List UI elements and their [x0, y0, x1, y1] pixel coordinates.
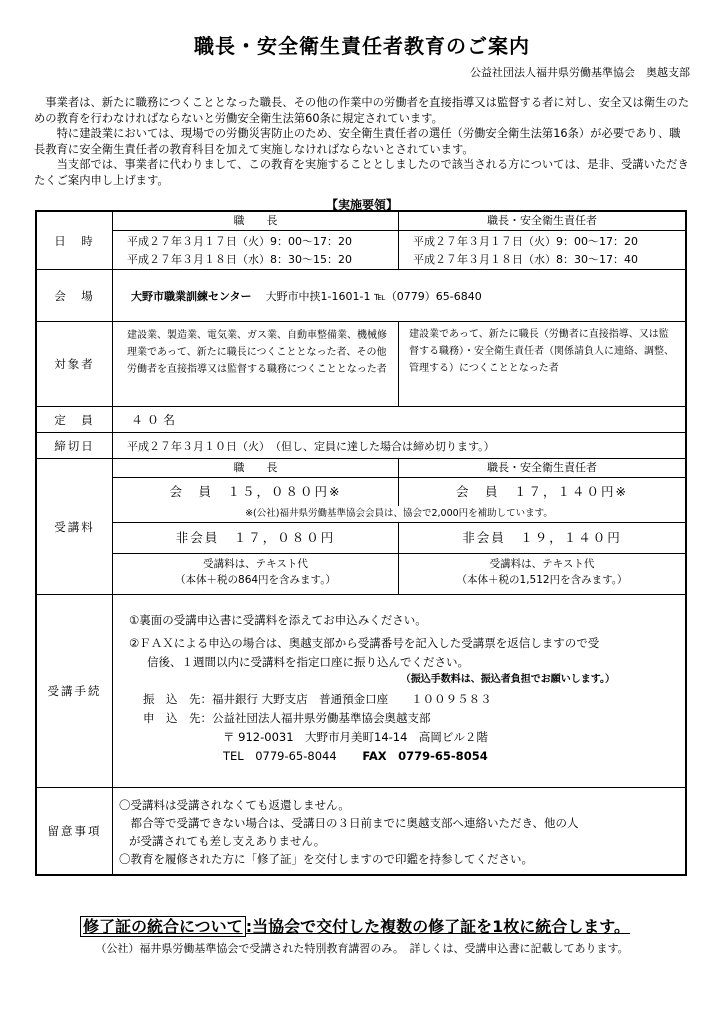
row-capacity [37, 407, 685, 433]
target-left: 建設業、製造業、電気業、ガス業、自動車整備業、機械修理業であって、新たに職長につくこととなった者、その他労働者を直接指導又は監督する職務につくこととなった者 [113, 322, 399, 406]
column-header-left: 職 長 [113, 212, 398, 231]
fee-subsidy-note: ※(公社)福井県労働基準協会会員は、協会で2,000円を補助しています。 [113, 506, 685, 523]
organization-name: 公益社団法人福井県労働基準協会 奥越支部 [470, 66, 690, 79]
fee-nonmember-left: 非会員 １７，０８０円 [113, 523, 398, 554]
certificate-notice-heading: 修了証の統合について [80, 916, 246, 937]
row-notes [37, 788, 685, 874]
deadline-value: 平成２７年３月１０日（火） （但し、定員に達した場合は締め切ります。） [127, 439, 495, 453]
bank-account: 振 込 先：福井銀行 大野支店 普通預金口座 １００９５８３ [143, 692, 492, 706]
column-header-left: 職 長 [113, 459, 399, 477]
row-label: 定 員 [37, 407, 113, 432]
certificate-notice-text: :当協会で交付した複数の修了証を1枚に統合します。 [245, 917, 630, 936]
intro-paragraph: 特に建設業においては、現場での労働災害防止のため、安全衛生責任者の選任（労働安全衛生法第16条）が必要であり、職長教育に安全衛生責任者の教育科目を加えて実施しなければならないとされています。 [34, 127, 681, 156]
postal-address: 〒 912-0031 大野市月美町14-14 高岡ビル２階 [223, 730, 488, 744]
date-left-1: 平成２７年３月１７日（火）9：00～17：20 [127, 235, 352, 248]
row-label: 日 時 [37, 212, 113, 269]
fee-member-right: 会 員 １７，１４０円※ [456, 484, 628, 499]
row-procedure [37, 595, 685, 788]
fee-member-left: 会 員 １５，０８０円※ [113, 478, 399, 506]
row-target [37, 322, 685, 407]
date-right-2: 平成２７年３月１８日（水）8：30～17：40 [413, 253, 638, 266]
row-fee [37, 459, 685, 595]
column-header-right: 職長・安全衛生責任者 [399, 212, 685, 231]
row-deadline [37, 433, 685, 459]
fee-text-note: （本体＋税の864円を含みます。） [175, 574, 336, 586]
date-right-1: 平成２７年３月１７日（火）9：00～17：20 [413, 235, 638, 248]
details-table [35, 210, 687, 876]
certificate-notice [80, 914, 630, 937]
capacity-value: ４０名 [131, 413, 180, 427]
row-label: 受講手続 [37, 595, 113, 787]
procedure-step-1: ①裏面の受講申込書に受講料を添えてお申込みください。 [129, 613, 427, 627]
note-line: が受講されても差し支えありません。 [129, 834, 326, 848]
venue-address: 大野市中挟1-1601-1 ℡（0779）65-6840 [265, 289, 482, 303]
fee-text-note: 受講料は、テキスト代 [489, 558, 595, 570]
row-label: 会 場 [37, 270, 113, 321]
intro-paragraph: 事業者は、新たに職務につくこととなった職長、その他の作業中の労働者を直接指導又は監督する者に対し、安全又は衛生のための教育を行わなければならないと労働安全衛生法第60条に規定されています。 [34, 96, 689, 125]
fee-nonmember-right: 非会員 １９，１４０円 [399, 523, 685, 554]
procedure-step-2-cont: 信後、１週間以内に受講料を指定口座に振り込んでください。 [147, 655, 469, 669]
note-line: 〇受講料は受講されなくても返還しません。 [119, 798, 350, 812]
fee-text-note: 受講料は、テキスト代 [203, 558, 308, 570]
tel-number: TEL 0779-65-8044 [223, 749, 337, 763]
section-title: 【実施要領】 [325, 198, 398, 212]
note-line: 〇教育を履修された方に「修了証」を交付しますので印鑑を持参してください。 [119, 852, 533, 866]
intro-text [34, 95, 690, 189]
venue-name: 大野市職業訓練センター [131, 289, 252, 303]
column-header-right: 職長・安全衛生責任者 [487, 461, 597, 474]
fee-text-note: （本体＋税の1,512円を含みます。） [456, 574, 628, 586]
target-right: 建設業であって、新たに職長（労働者に直接指導、又は監督する職務）・安全衛生責任者（関係請負人に連絡、調整、管理する）につくこととなった者 [409, 329, 674, 374]
fax-number: FAX 0779-65-8054 [362, 749, 488, 763]
row-label: 対象者 [37, 322, 113, 406]
page-title: 職長・安全衛生責任者教育のご案内 [194, 34, 530, 58]
procedure-fee-note: （振込手数料は、振込者負担でお願いします。） [400, 674, 615, 685]
row-date [37, 212, 685, 270]
intro-paragraph: 当支部では、事業者に代わりまして、この教育を実施することとしましたので該当される方については、是非、受講いただきたくご案内申し上げます。 [34, 158, 689, 187]
application-address: 申 込 先：公益社団法人福井県労働基準協会奥越支部 [143, 711, 431, 725]
procedure-step-2: ②ＦＡＸによる申込の場合は、奥越支部から受講番号を記入した受講票を返信しますので受 [129, 636, 600, 650]
row-venue [37, 270, 685, 322]
row-label: 留意事項 [37, 788, 113, 874]
row-label: 締切日 [37, 433, 113, 458]
note-line: 都合等で受講できない場合は、受講日の３日前までに奥越支部へ連絡いただき、他の人 [119, 816, 579, 830]
row-label: 受講料 [37, 459, 113, 594]
date-left-2: 平成２７年３月１８日（水）8：30～15：20 [127, 253, 352, 266]
certificate-footnote: （公社）福井県労働基準協会で受講された特別教育講習のみ。 詳しくは、受講申込書に記載してあります。 [95, 942, 629, 955]
